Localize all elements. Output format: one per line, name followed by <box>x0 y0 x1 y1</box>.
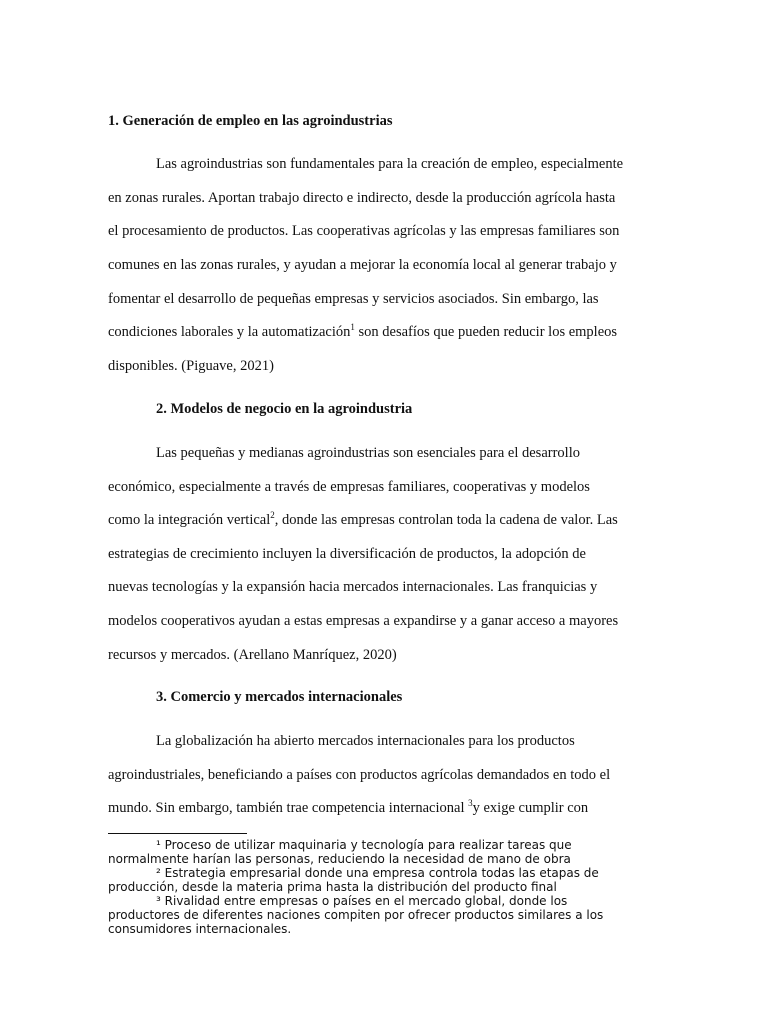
paragraph-line: en zonas rurales. Aportan trabajo directo e indirecto, desde la producción agrícola hasta <box>108 190 616 206</box>
footnote-ref-2[interactable]: 2 <box>270 510 275 520</box>
section-1-heading: 1. Generación de empleo en las agroindustrias <box>108 113 393 129</box>
footnote-1 <box>156 838 572 852</box>
paragraph-line <box>108 511 618 529</box>
paragraph-line: modelos cooperativos ayudan a estas empresas a expandirse y a ganar acceso a mayores <box>108 613 619 629</box>
line-text: como la integración vertical <box>108 512 271 528</box>
footnote-1-continued: normalmente harían las personas, reduciendo la necesidad de mano de obra <box>108 852 571 866</box>
footnote-text: Rivalidad entre empresas o países en el mercado global, donde los <box>164 894 568 908</box>
paragraph-line: económico, especialmente a través de empresas familiares, cooperativas y modelos <box>108 479 590 495</box>
paragraph-line: estrategias de crecimiento incluyen la diversificación de productos, la adopción de <box>108 546 586 562</box>
footnote-3-continued: productores de diferentes naciones compiten por ofrecer productos similares a los <box>108 908 604 922</box>
paragraph-line: agroindustriales, beneficiando a países con productos agrícolas demandados en todo el <box>108 767 611 783</box>
footnote-marker: ³ <box>156 894 161 908</box>
paragraph-line: comunes en las zonas rurales, y ayudan a mejorar la economía local al generar trabajo y <box>108 257 617 273</box>
footnote-marker: ² <box>156 866 161 880</box>
paragraph-line: fomentar el desarrollo de pequeñas empresas y servicios asociados. Sin embargo, las <box>108 291 599 307</box>
paragraph-line: La globalización ha abierto mercados internacionales para los productos <box>156 733 575 749</box>
footnote-text: Proceso de utilizar maquinaria y tecnología para realizar tareas que <box>164 838 572 852</box>
line-text: y exige cumplir con <box>472 800 589 816</box>
footnote-3-continued: consumidores internacionales. <box>108 922 292 936</box>
footnote-marker: ¹ <box>156 838 161 852</box>
line-text: condiciones laborales y la automatización <box>108 324 351 340</box>
paragraph-line: Las agroindustrias son fundamentales para la creación de empleo, especialmente <box>156 156 624 172</box>
footnote-text: Estrategia empresarial donde una empresa controla todas las etapas de <box>164 866 599 880</box>
paragraph-line: el procesamiento de productos. Las cooperativas agrícolas y las empresas familiares son <box>108 223 620 239</box>
footnote-separator <box>108 833 247 834</box>
footnote-ref-3[interactable]: 3 <box>468 798 473 808</box>
paragraph-line <box>108 323 617 341</box>
paragraph-line: nuevas tecnologías y la expansión hacia mercados internacionales. Las franquicias y <box>108 579 598 595</box>
footnote-2 <box>156 866 599 880</box>
paragraph-line: disponibles. (Piguave, 2021) <box>108 358 274 374</box>
footnote-3 <box>156 894 567 908</box>
footnote-2-continued: producción, desde la materia prima hasta la distribución del producto final <box>108 880 557 894</box>
line-text: , donde las empresas controlan toda la cadena de valor. Las <box>274 512 618 528</box>
paragraph-line: recursos y mercados. (Arellano Manríquez, 2020) <box>108 647 397 663</box>
footnote-ref-1[interactable]: 1 <box>350 322 355 332</box>
line-text: son desafíos que pueden reducir los empleos <box>354 324 618 340</box>
line-text: mundo. Sin embargo, también trae competencia internacional <box>108 800 469 816</box>
paragraph-line: Las pequeñas y medianas agroindustrias son esenciales para el desarrollo <box>156 445 580 461</box>
section-3-heading: 3. Comercio y mercados internacionales <box>156 689 403 705</box>
paragraph-line <box>108 799 588 817</box>
section-2-heading: 2. Modelos de negocio en la agroindustria <box>156 401 413 417</box>
